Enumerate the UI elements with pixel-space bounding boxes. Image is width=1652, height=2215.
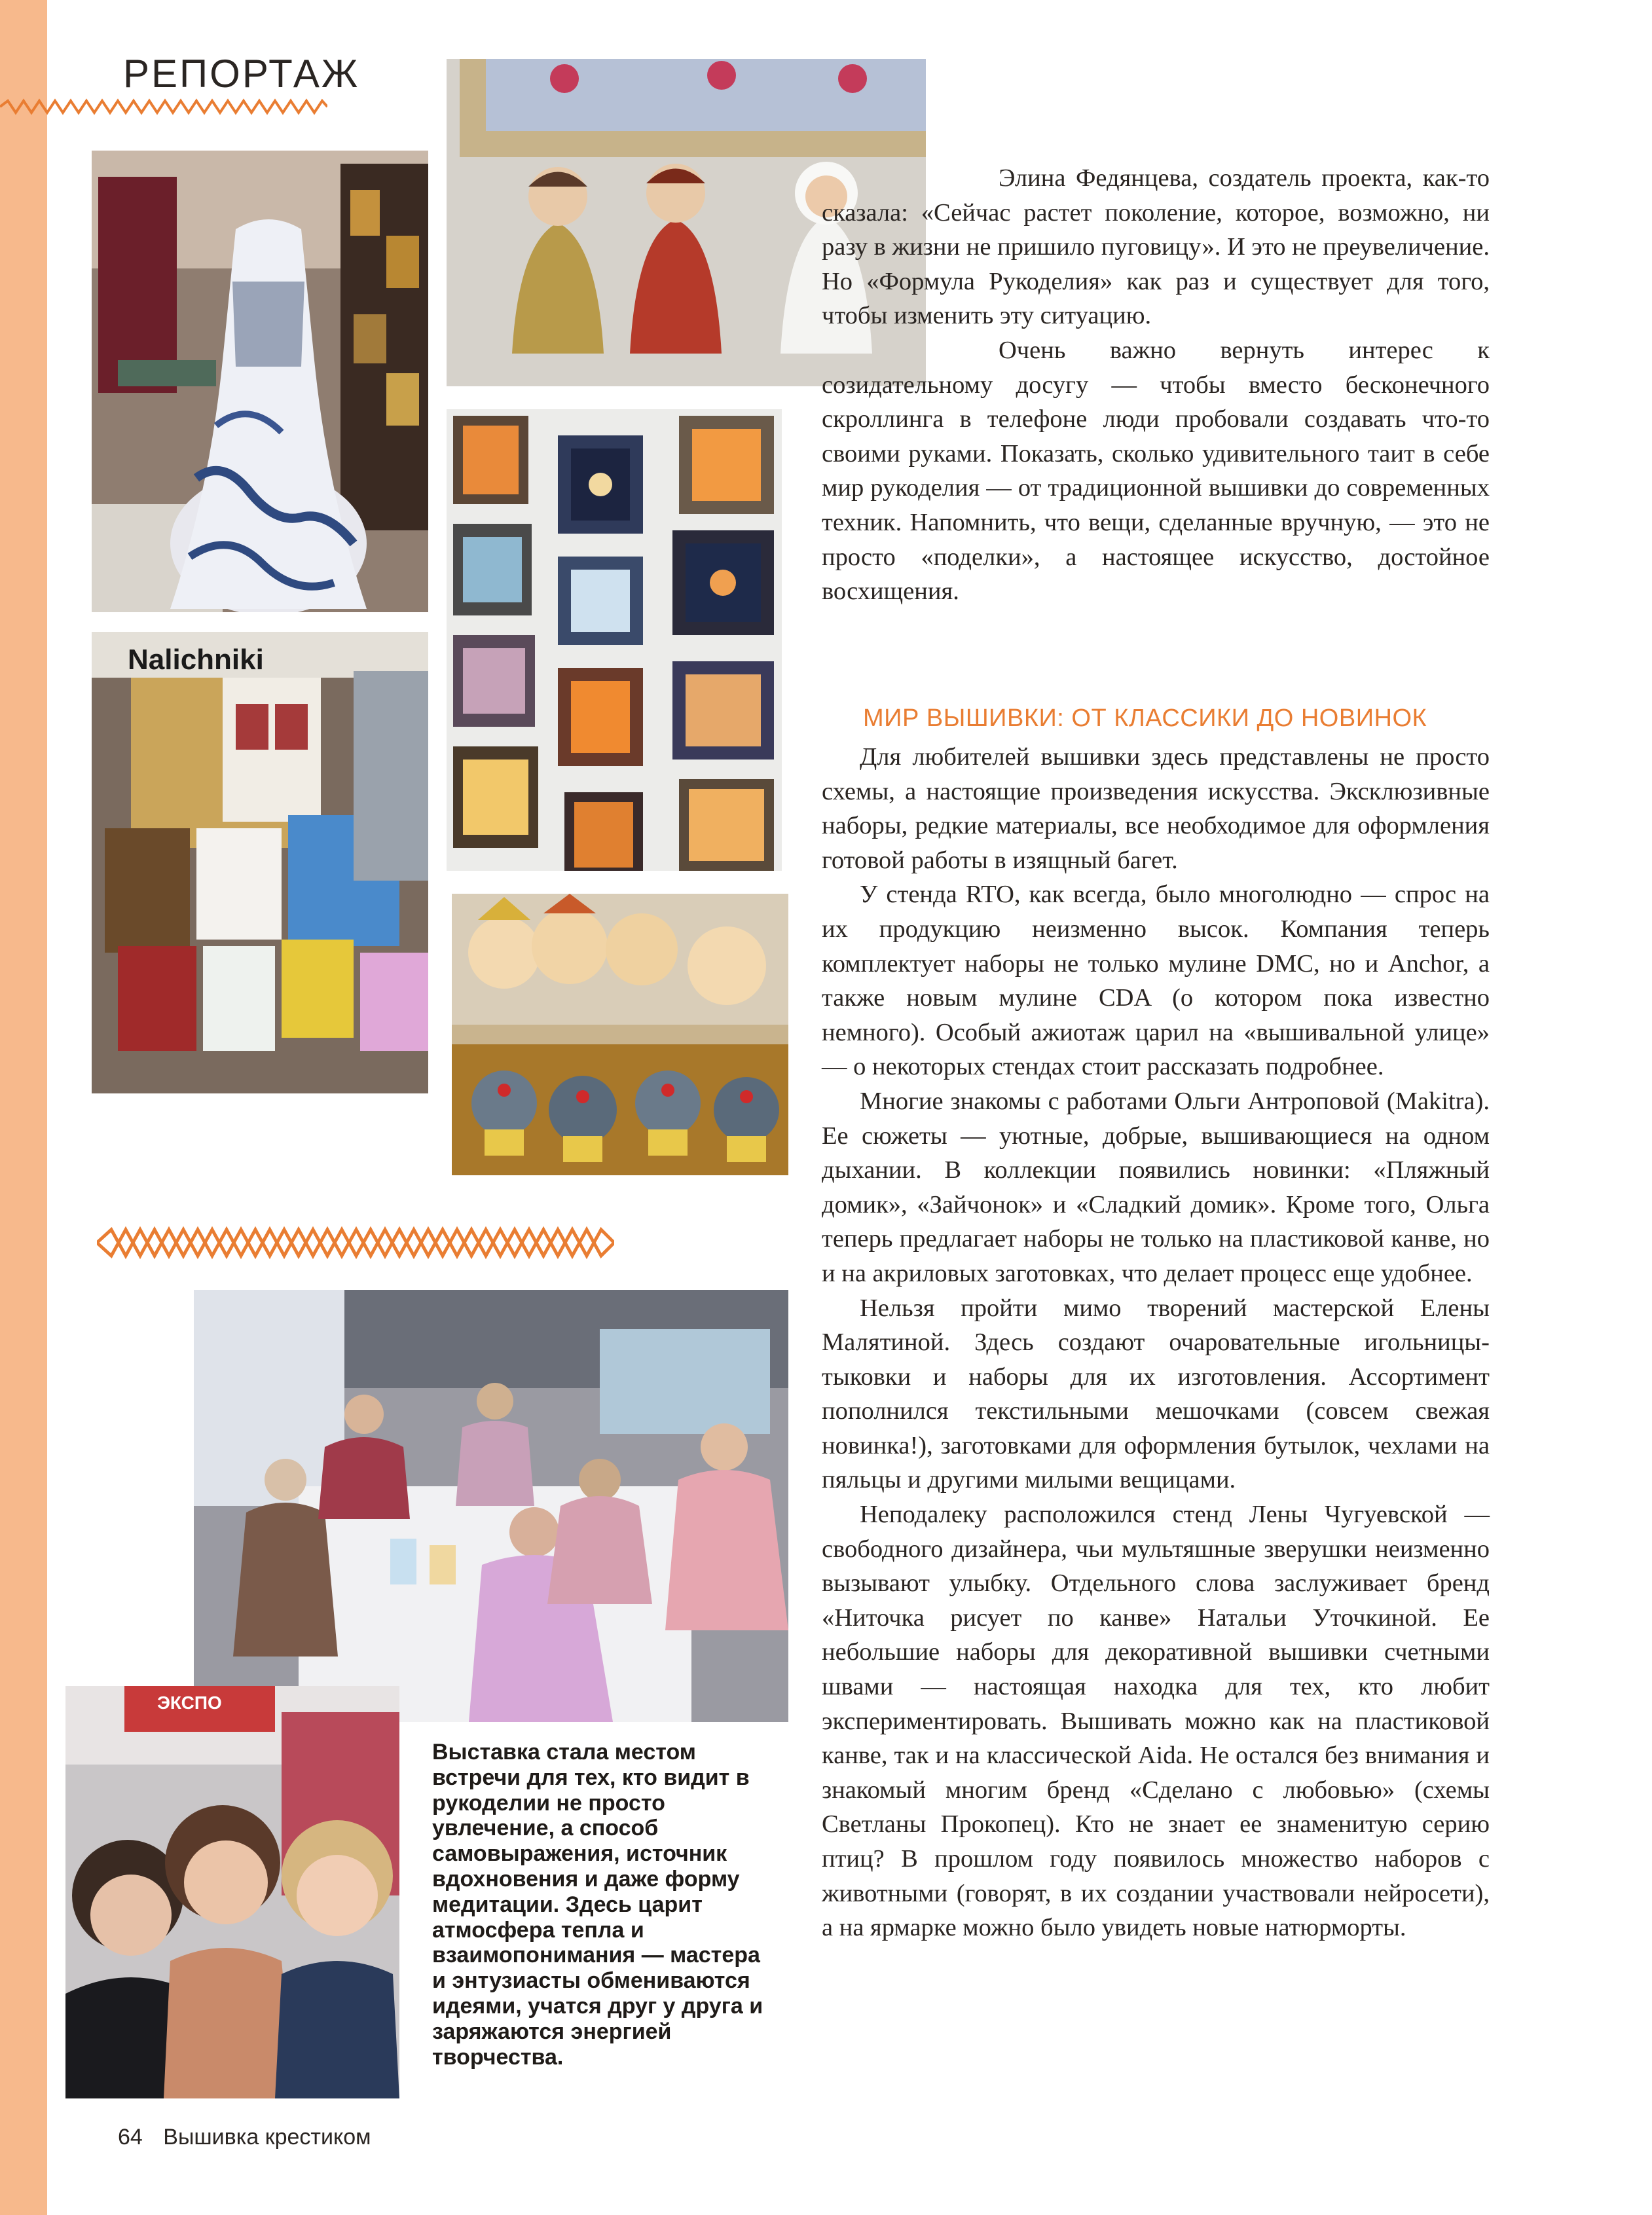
header-zigzag-ornament [0,98,327,115]
expo-sign: ЭКСПО [157,1693,222,1713]
page-edge-stripe [0,0,47,2215]
page-footer [118,2125,371,2150]
photo-caption: Выставка стала местом встречи для тех, кто видит в рукоделии не просто увлечение, а способ самовыражения, источник вдохновения и даже форму медитации. Здесь царит атмосфера тепла и взаимопонимания — мастера и энтузиасты обмениваются идеями, учатся друг у друга и заряжаются энергией творчества. [432,1740,763,2070]
article-section [822,740,1490,1945]
magazine-title: Вышивка крестиком [163,2125,371,2150]
page-number: 64 [118,2125,143,2150]
section-paragraph-5: Неподалеку расположился стенд Лены Чугуевской — свободного дизайнера, чьи мультяшные зверушки неизменно вызывают улыбку. Отдельного слова заслуживает бренд «Ниточка рисует по канве» Натальи Уточкиной. Ее небольшие наборы для декоративной вышивки счетными швами — настоящая находка для тех, кто любит экспериментировать. Вышивать можно как на пластиковой канве, так и на классической Aida. Не остался без внимания и знакомый многим бренд «Сделано с любовью» (схемы Светланы Прокопец). Кто не знает ее знаменитую серию птиц? В прошлом году появилось множество наборов с животными (говорят, в их создании участвовали нейросети), а на ярмарке можно было увидеть новые натюрморты. [822,1501,1490,1942]
photo-dress-stand [92,151,428,612]
photo-framed-embroidery [447,409,782,871]
intro-paragraph-2: Очень важно вернуть интерес к созидательному досугу — чтобы вместо бесконечного скроллинга в телефоне люди пробовали создавать что-то своими руками. Показать, сколько удивительного таит в себе мир рукоделия — от традиционной вышивки до современных техник. Напомнить, что вещи, сделанные вручную, — это не просто «поделки», а настоящее искусство, достойное восхищения. [822,336,1490,606]
section-paragraph-1: Для любителей вышивки здесь представлены не просто схемы, а настоящие произведения искусства. Эксклюзивные наборы, редкие материалы, все необходимое для оформления готовой работы в изящный багет. [822,743,1490,874]
photo-nalichniki-stand [92,632,428,1093]
section-paragraph-4: Нельзя пройти мимо творений мастерской Елены Малятиной. Здесь создают очаровательные игольницы-тыковки и наборы для их изготовления. Ассортимент пополнился текстильными мешочками (совсем свежая новинка!), заготовками для оформления бутылок, чехлами на пяльцы и другими милыми вещицами. [822,1294,1490,1494]
section-paragraph-3: Многие знакомы с работами Ольги Антроповой (Makitra). Ее сюжеты — уютные, добрые, вышивающиеся на одном дыхании. В коллекции появились новинки: «Пляжный домик», «Зайчонок» и «Сладкий домик». Кроме того, Ольга теперь предлагает наборы не только на пластиковой канве, но и на акриловых заготовках, что делает процесс еще удобнее. [822,1087,1490,1287]
photo-selfie [65,1686,399,2098]
section-label: РЕПОРТАЖ [123,52,360,96]
section-paragraph-2: У стенда RTO, как всегда, было многолюдно — спрос на их продукцию неизменно высок. Компания теперь комплектует наборы не только мулине DMC, но и Anchor, а также новым мулине CDA (о котором пока известно немного). Особый ажиотаж царил на «вышивальной улице» — о некоторых стендах стоит рассказать подробнее. [822,881,1490,1081]
mid-zigzag-ornament [97,1226,614,1260]
photo-workshop [194,1290,788,1722]
article-intro [822,161,1490,609]
photo-cartoon-embroidery [452,894,788,1175]
section-heading: МИР ВЫШИВКИ: ОТ КЛАССИКИ ДО НОВИНОК [863,705,1427,732]
intro-paragraph-1: Элина Федянцева, создатель проекта, как-то сказала: «Сейчас растет поколение, которое, возможно, ни разу в жизни не пришило пуговицу». И это не преувеличение. Но «Формула Рукоделия» как раз и существует для того, чтобы изменить эту ситуацию. [822,164,1490,330]
nalichniki-sign: Nalichniki [128,644,264,676]
